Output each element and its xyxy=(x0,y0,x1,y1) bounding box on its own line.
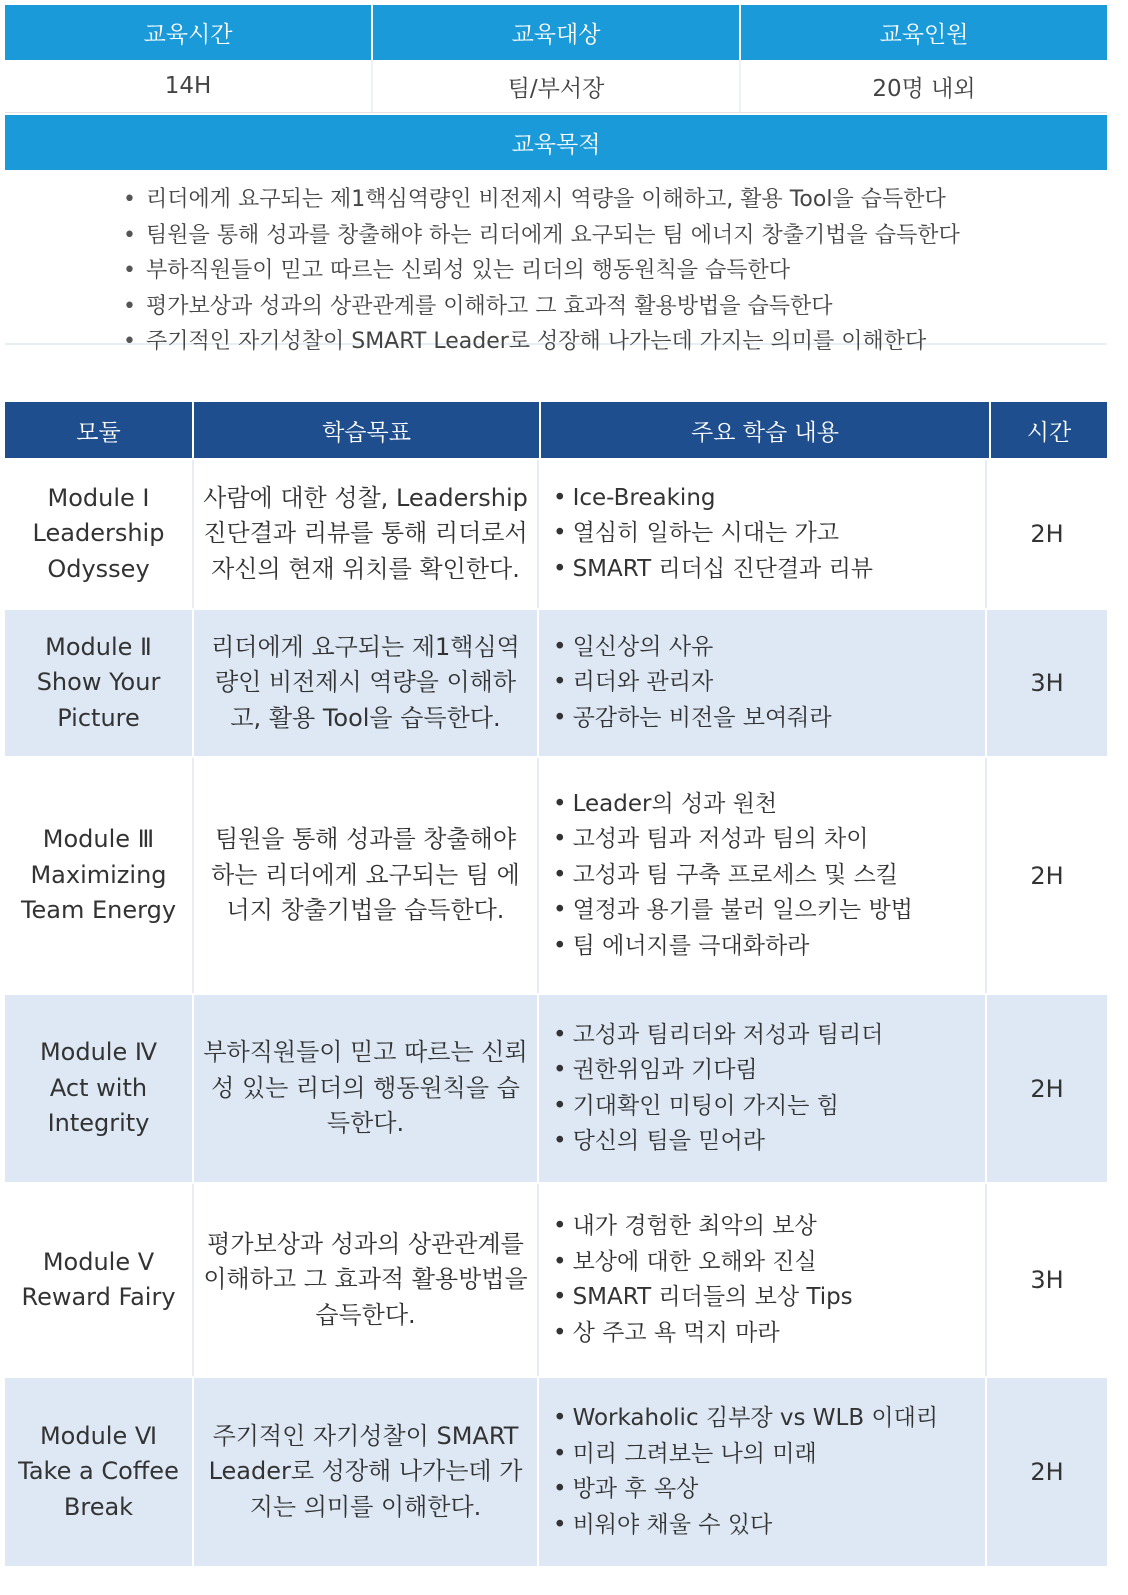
list-item: • 내가 경험한 최악의 보상 xyxy=(553,1209,853,1245)
list-item: • SMART 리더들의 보상 Tips xyxy=(553,1280,853,1316)
module-goal: 리더에게 요구되는 제1핵심역량인 비전제시 역량을 이해하고, 활용 Tool을 습득한다. xyxy=(192,610,537,756)
list-item: • 고성과 팀 구축 프로세스 및 스킬 xyxy=(553,858,913,894)
info-value-row xyxy=(5,60,1107,113)
list-item: • Ice-Breaking xyxy=(553,481,873,517)
list-item: • Leader의 성과 원천 xyxy=(553,787,913,823)
module-title-line: Leadership xyxy=(32,519,165,548)
module-title-line: Take a Coffee xyxy=(18,1457,179,1486)
list-item: • 당신의 팀을 믿어라 xyxy=(553,1124,883,1160)
module-contents xyxy=(537,460,985,608)
module-number: Module Ⅰ xyxy=(47,483,150,512)
module-title-line: Maximizing xyxy=(30,860,167,889)
course-overview xyxy=(5,5,1107,1538)
list-item: • 고성과 팀리더와 저성과 팀리더 xyxy=(553,1018,883,1054)
list-item: • SMART 리더십 진단결과 리뷰 xyxy=(553,552,873,588)
module-time: 3H xyxy=(985,610,1107,756)
module-title-line: Show Your xyxy=(36,668,161,697)
module-name xyxy=(5,1184,192,1376)
list-item: • 리더와 관리자 xyxy=(553,665,832,701)
value-duration: 14H xyxy=(5,60,371,112)
list-item: • 미리 그려보는 나의 미래 xyxy=(553,1437,938,1473)
objective-item: • 주기적인 자기성찰이 SMART Leader로 성장해 나가는데 가지는 의미를 이해한다 xyxy=(123,324,1107,360)
list-item: • 기대확인 미팅이 가지는 힘 xyxy=(553,1089,883,1125)
table-row xyxy=(5,1182,1107,1376)
module-name xyxy=(5,610,192,756)
module-number: Module Ⅳ xyxy=(39,1038,158,1067)
module-name xyxy=(5,758,192,993)
table-row xyxy=(5,608,1107,756)
objectives-header: 교육목적 xyxy=(5,115,1107,170)
table-row xyxy=(5,1376,1107,1566)
list-item: • 팀 에너지를 극대화하라 xyxy=(553,929,913,965)
value-target: 팀/부서장 xyxy=(371,60,739,112)
objective-item: • 평가보상과 성과의 상관관계를 이해하고 그 효과적 활용방법을 습득한다 xyxy=(123,289,1107,325)
value-headcount: 20명 내외 xyxy=(739,60,1107,112)
module-number: Module Ⅴ xyxy=(42,1247,155,1276)
list-item: • 고성과 팀과 저성과 팀의 차이 xyxy=(553,822,913,858)
module-title-line: Team Energy xyxy=(20,896,177,925)
module-name xyxy=(5,1378,192,1566)
objective-item: • 부하직원들이 믿고 따르는 신뢰성 있는 리더의 행동원칙을 습득한다 xyxy=(123,253,1107,289)
list-item: • 열심히 일하는 시대는 가고 xyxy=(553,516,873,552)
column-module: 모듈 xyxy=(76,419,121,446)
info-header-row xyxy=(5,5,1107,60)
module-contents xyxy=(537,1184,985,1376)
objective-item: • 팀원을 통해 성과를 창출해야 하는 리더에게 요구되는 팀 에너지 창출기법을 습득한다 xyxy=(123,218,1107,254)
module-title-line: Odyssey xyxy=(47,554,150,583)
module-number: Module Ⅱ xyxy=(45,632,152,661)
list-item: • 공감하는 비전을 보여줘라 xyxy=(553,701,832,737)
column-time: 시간 xyxy=(989,402,1107,458)
list-item: • 보상에 대한 오해와 진실 xyxy=(553,1245,853,1281)
module-time: 2H xyxy=(985,758,1107,993)
list-item: • 방과 후 옥상 xyxy=(553,1472,938,1508)
module-contents xyxy=(537,610,985,756)
module-time: 2H xyxy=(985,1378,1107,1566)
list-item: • 열정과 용기를 불러 일으키는 방법 xyxy=(553,893,913,929)
list-item: • 상 주고 욕 먹지 마라 xyxy=(553,1316,853,1352)
table-row xyxy=(5,756,1107,993)
header-headcount: 교육인원 xyxy=(739,5,1107,60)
module-contents xyxy=(537,1378,985,1566)
module-title-line: Act with xyxy=(49,1073,148,1102)
module-title-line: Picture xyxy=(57,703,140,732)
table-row xyxy=(5,993,1107,1182)
list-item: • Workaholic 김부장 vs WLB 이대리 xyxy=(553,1401,938,1437)
module-goal: 평가보상과 성과의 상관관계를 이해하고 그 효과적 활용방법을 습득한다. xyxy=(192,1184,537,1376)
objective-item: • 리더에게 요구되는 제1핵심역량인 비전제시 역량을 이해하고, 활용 Tool을 습득한다 xyxy=(123,182,1107,218)
module-time: 2H xyxy=(985,460,1107,608)
list-item: • 권한위임과 기다림 xyxy=(553,1053,883,1089)
module-number: Module Ⅲ xyxy=(42,825,155,854)
header-duration: 교육시간 xyxy=(5,5,371,60)
module-title-line: Reward Fairy xyxy=(21,1283,176,1311)
module-name xyxy=(5,460,192,608)
table-row xyxy=(5,458,1107,608)
module-name xyxy=(5,995,192,1182)
header-target: 교육대상 xyxy=(371,5,739,60)
module-time: 3H xyxy=(985,1184,1107,1376)
module-title-line: Break xyxy=(63,1492,134,1521)
module-goal: 부하직원들이 믿고 따르는 신뢰성 있는 리더의 행동원칙을 습득한다. xyxy=(192,995,537,1182)
module-number: Module Ⅵ xyxy=(39,1421,158,1450)
module-contents xyxy=(537,758,985,993)
column-main-content: 주요 학습 내용 xyxy=(539,402,989,458)
module-goal: 주기적인 자기성찰이 SMART Leader로 성장해 나가는데 가지는 의미를 이해한다. xyxy=(192,1378,537,1566)
module-time: 2H xyxy=(985,995,1107,1182)
module-goal: 팀원을 통해 성과를 창출해야 하는 리더에게 요구되는 팀 에너지 창출기법을 습득한다. xyxy=(192,758,537,993)
objectives-list xyxy=(5,170,1107,354)
list-item: • 비워야 채울 수 있다 xyxy=(553,1508,938,1544)
module-table-header xyxy=(5,402,1107,458)
module-contents xyxy=(537,995,985,1182)
list-item: • 일신상의 사유 xyxy=(553,630,832,666)
column-learning-goal: 학습목표 xyxy=(192,402,539,458)
module-table xyxy=(5,402,1107,1566)
module-goal: 사람에 대한 성찰, Leadership 진단결과 리뷰를 통해 리더로서 자신의 현재 위치를 확인한다. xyxy=(192,460,537,608)
module-title-line: Integrity xyxy=(47,1109,150,1138)
